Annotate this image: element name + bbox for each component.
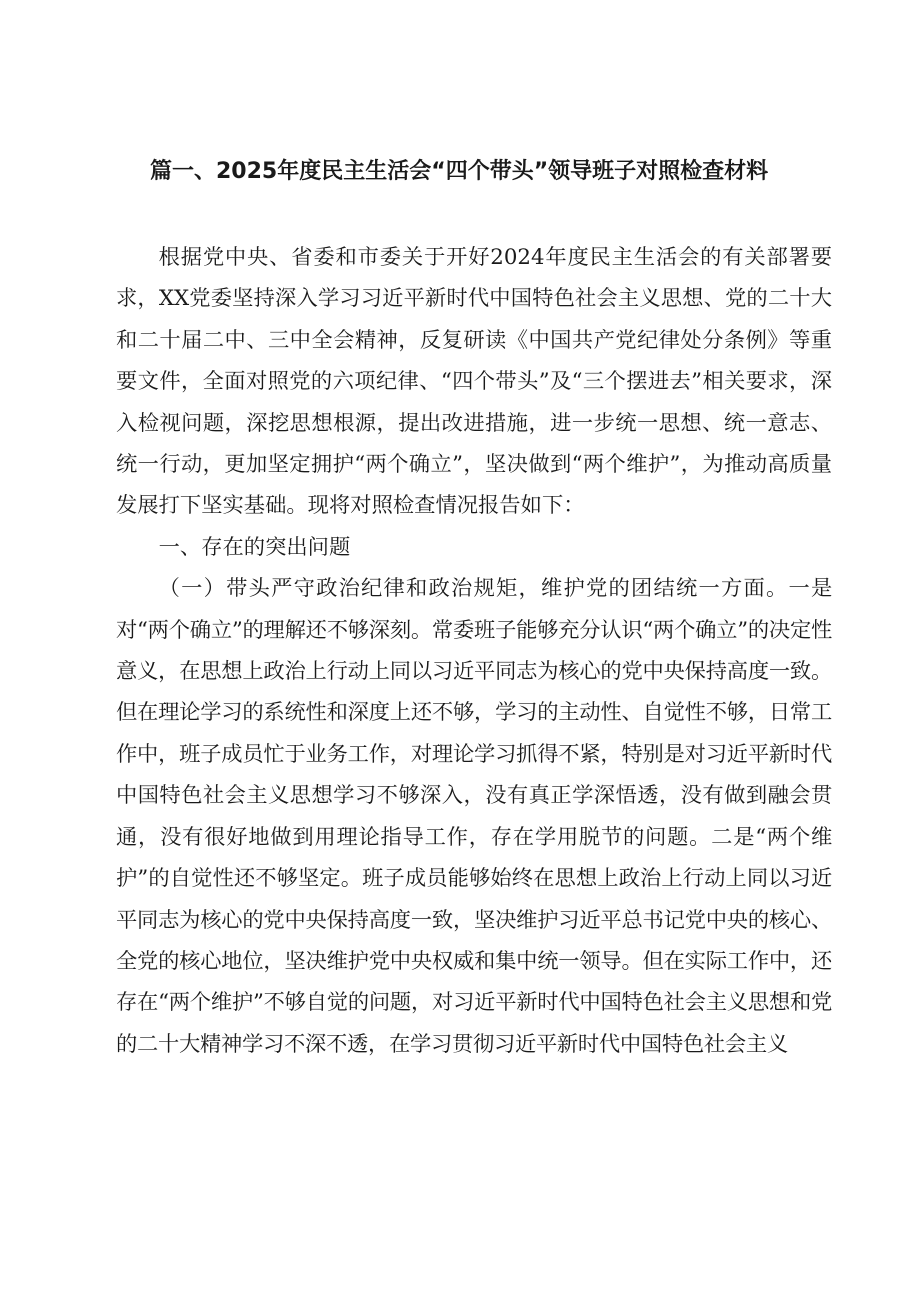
document-body bbox=[116, 237, 832, 1065]
section-heading-problems: 一、存在的突出问题 bbox=[158, 534, 351, 560]
document-title: 篇一、2025年度民主生活会“四个带头”领导班子对照检查材料 bbox=[150, 159, 769, 184]
section-paragraph-political-discipline: （一）带头严守政治纪律和政治规矩，维护党的团结统一方面。一是对“两个确立”的理解还不够深刻。常委班子能够充分认识“两个确立”的决定性意义，在思想上政治上行动上同以习近平同志为核心的党中央保持高度一致。但在理论学习的系统性和深度上还不够，学习的主动性、自觉性不够，日常工作中，班子成员忙于业务工作，对理论学习抓得不紧，特别是对习近平新时代中国特色社会主义思想学习不够深入，没有真正学深悟透，没有做到融会贯通，没有很好地做到用理论指导工作，存在学用脱节的问题。二是“两个维护”的自觉性还不够坚定。班子成员能够始终在思想上政治上行动上同以习近平同志为核心的党中央保持高度一致，坚决维护习近平总书记党中央的核心、全党的核心地位，坚决维护党中央权威和集中统一领导。但在实际工作中，还存在“两个维护”不够自觉的问题，对习近平新时代中国特色社会主义思想和党的二十大精神学习不深不透，在学习贯彻习近平新时代中国特色社会主义 bbox=[116, 576, 832, 1057]
intro-paragraph: 根据党中央、省委和市委关于开好2024年度民主生活会的有关部署要求，XX党委坚持深入学习习近平新时代中国特色社会主义思想、党的二十大和二十届二中、三中全会精神，反复研读《中国共产党纪律处分条例》等重要文件，全面对照党的六项纪律、“四个带头”及“三个摆进去”相关要求，深入检视问题，深挖思想根源，提出改进措施，进一步统一思想、统一意志、统一行动，更加坚定拥护“两个确立”，坚决做到“两个维护”，为推动高质量发展打下坚实基础。现将对照检查情况报告如下： bbox=[116, 245, 832, 519]
